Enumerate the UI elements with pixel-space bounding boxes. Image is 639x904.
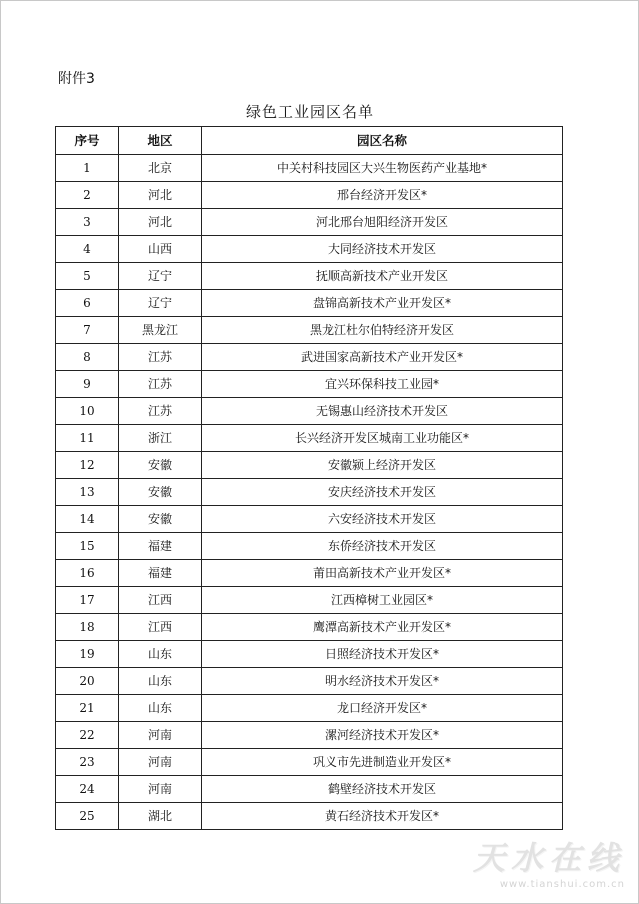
table-row — [56, 803, 563, 830]
row-name: 巩义市先进制造业开发区* — [202, 749, 563, 776]
row-no: 12 — [56, 452, 119, 479]
row-name: 安庆经济技术开发区 — [202, 479, 563, 506]
document-title: 绿色工业园区名单 — [245, 103, 374, 121]
row-name: 莆田高新技术产业开发区* — [202, 560, 563, 587]
green-park-table — [55, 126, 563, 830]
table-row — [56, 209, 563, 236]
table-row — [56, 614, 563, 641]
row-region: 安徽 — [119, 506, 202, 533]
table-row — [56, 317, 563, 344]
row-region: 山东 — [119, 695, 202, 722]
row-no: 5 — [56, 263, 119, 290]
row-region: 江苏 — [119, 371, 202, 398]
table-row — [56, 749, 563, 776]
row-region: 山西 — [119, 236, 202, 263]
header-region: 地区 — [119, 127, 202, 155]
table-row — [56, 425, 563, 452]
row-no: 7 — [56, 317, 119, 344]
row-region: 福建 — [119, 560, 202, 587]
table-row — [56, 155, 563, 182]
table-row — [56, 263, 563, 290]
row-no: 17 — [56, 587, 119, 614]
row-no: 6 — [56, 290, 119, 317]
row-no: 8 — [56, 344, 119, 371]
row-name: 无锡惠山经济技术开发区 — [202, 398, 563, 425]
row-no: 13 — [56, 479, 119, 506]
row-no: 25 — [56, 803, 119, 830]
row-name: 漯河经济技术开发区* — [202, 722, 563, 749]
row-name: 鹤壁经济技术开发区 — [202, 776, 563, 803]
row-no: 15 — [56, 533, 119, 560]
row-name: 龙口经济开发区* — [202, 695, 563, 722]
row-region: 黑龙江 — [119, 317, 202, 344]
row-region: 江西 — [119, 587, 202, 614]
row-region: 山东 — [119, 641, 202, 668]
row-name: 宜兴环保科技工业园* — [202, 371, 563, 398]
row-no: 16 — [56, 560, 119, 587]
row-name: 鹰潭高新技术产业开发区* — [202, 614, 563, 641]
row-region: 江苏 — [119, 398, 202, 425]
watermark-text: 天水在线 — [472, 839, 625, 877]
row-region: 辽宁 — [119, 263, 202, 290]
table-row — [56, 182, 563, 209]
table-row — [56, 479, 563, 506]
table-row — [56, 668, 563, 695]
table-row — [56, 236, 563, 263]
attachment-label: 附件3 — [58, 71, 95, 87]
row-region: 河北 — [119, 182, 202, 209]
row-region: 河北 — [119, 209, 202, 236]
row-no: 2 — [56, 182, 119, 209]
row-name: 中关村科技园区大兴生物医药产业基地* — [202, 155, 563, 182]
row-no: 23 — [56, 749, 119, 776]
table-row — [56, 452, 563, 479]
table-row — [56, 506, 563, 533]
table-row — [56, 344, 563, 371]
header-no: 序号 — [56, 127, 119, 155]
row-no: 4 — [56, 236, 119, 263]
row-no: 20 — [56, 668, 119, 695]
row-region: 山东 — [119, 668, 202, 695]
row-region: 河南 — [119, 776, 202, 803]
row-name: 盘锦高新技术产业开发区* — [202, 290, 563, 317]
row-region: 福建 — [119, 533, 202, 560]
watermark-url: www.tianshui.com.cn — [499, 879, 625, 890]
row-region: 湖北 — [119, 803, 202, 830]
table-row — [56, 695, 563, 722]
row-name: 东侨经济技术开发区 — [202, 533, 563, 560]
row-name: 日照经济技术开发区* — [202, 641, 563, 668]
row-name: 抚顺高新技术产业开发区 — [202, 263, 563, 290]
table-row — [56, 641, 563, 668]
table-row — [56, 776, 563, 803]
table-row — [56, 371, 563, 398]
row-name: 大同经济技术开发区 — [202, 236, 563, 263]
table-row — [56, 560, 563, 587]
row-no: 18 — [56, 614, 119, 641]
row-name: 邢台经济开发区* — [202, 182, 563, 209]
row-no: 9 — [56, 371, 119, 398]
row-name: 明水经济技术开发区* — [202, 668, 563, 695]
row-name: 长兴经济开发区城南工业功能区* — [202, 425, 563, 452]
row-name: 黑龙江杜尔伯特经济开发区 — [202, 317, 563, 344]
row-region: 辽宁 — [119, 290, 202, 317]
row-no: 1 — [56, 155, 119, 182]
row-region: 安徽 — [119, 479, 202, 506]
row-no: 11 — [56, 425, 119, 452]
row-name: 江西樟树工业园区* — [202, 587, 563, 614]
row-region: 江西 — [119, 614, 202, 641]
row-name: 武进国家高新技术产业开发区* — [202, 344, 563, 371]
table-body — [56, 155, 563, 830]
row-no: 3 — [56, 209, 119, 236]
row-no: 14 — [56, 506, 119, 533]
table-row — [56, 533, 563, 560]
row-no: 24 — [56, 776, 119, 803]
row-name: 安徽颍上经济开发区 — [202, 452, 563, 479]
row-name: 黄石经济技术开发区* — [202, 803, 563, 830]
row-no: 21 — [56, 695, 119, 722]
table-row — [56, 722, 563, 749]
watermark — [473, 833, 625, 890]
header-name: 园区名称 — [202, 127, 563, 155]
row-no: 19 — [56, 641, 119, 668]
table-row — [56, 587, 563, 614]
table-header-row — [56, 127, 563, 155]
table-row — [56, 290, 563, 317]
row-no: 22 — [56, 722, 119, 749]
row-no: 10 — [56, 398, 119, 425]
row-region: 安徽 — [119, 452, 202, 479]
row-region: 河南 — [119, 722, 202, 749]
row-name: 六安经济技术开发区 — [202, 506, 563, 533]
row-region: 江苏 — [119, 344, 202, 371]
row-region: 浙江 — [119, 425, 202, 452]
table-row — [56, 398, 563, 425]
row-name: 河北邢台旭阳经济开发区 — [202, 209, 563, 236]
row-region: 河南 — [119, 749, 202, 776]
row-region: 北京 — [119, 155, 202, 182]
